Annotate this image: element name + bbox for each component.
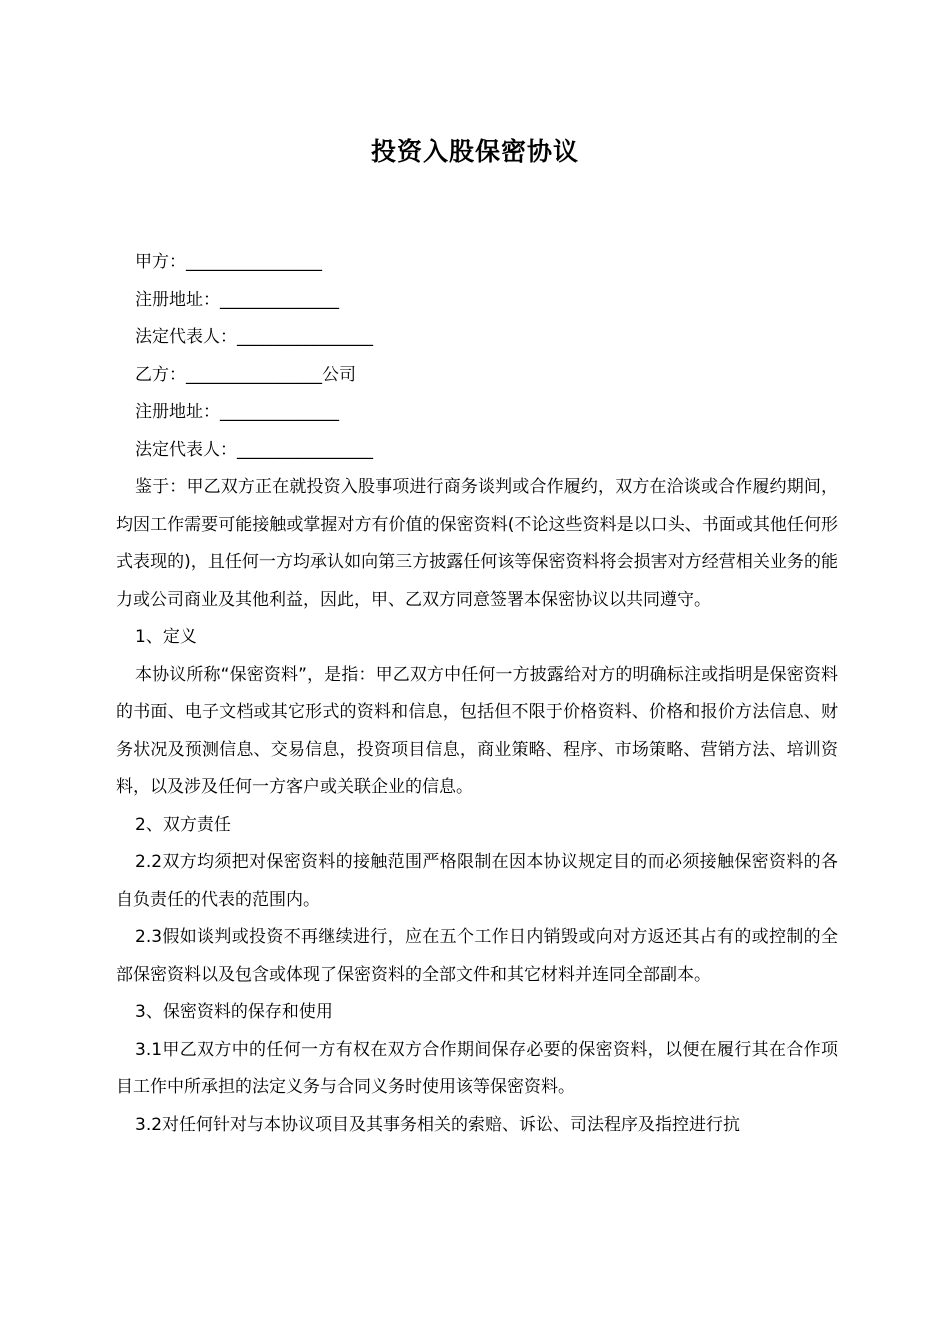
party-a-representative-field: 法定代表人：________________ xyxy=(135,327,373,347)
party-b-field: 乙方：________________公司 xyxy=(135,364,356,385)
preamble-paragraph: 鉴于：甲乙双方正在就投资入股事项进行商务谈判或合作履约，双方在洽谈或合作履约期间，均因工作需要可能接触或掌握对方有价值的保密资料(不论这些资料是以口头、书面或其他任何形式表现的)，且任何一方均承认如向第三方披露任何该等保密资料将会损害对方经营相关业务的能力或公司商业及其他利益，因此，甲、乙双方同意签署本保密协议以共同遵守。 xyxy=(116,477,838,610)
clause-2-2-paragraph: 2.2双方均须把对保密资料的接触范围严格限制在因本协议规定目的而必须接触保密资料的各自负责任的代表的范围内。 xyxy=(116,852,838,910)
party-fields xyxy=(135,244,373,469)
document-title: 投资入股保密协议 xyxy=(370,137,579,166)
clause-3-2-paragraph: 3.2对任何针对与本协议项目及其事务相关的索赔、诉讼、司法程序及指控进行抗 xyxy=(135,1114,741,1135)
party-a-address-field: 注册地址：______________ xyxy=(135,289,339,310)
section-1-paragraph: 本协议所称“保密资料”，是指：甲乙双方中任何一方披露给对方的明确标注或指明是保密资料的书面、电子文档或其它形式的资料和信息，包括但不限于价格资料、价格和报价方法信息、财务状况及预测信息、交易信息，投资项目信息，商业策略、程序、市场策略、营销方法、培训资料，以及涉及任何一方客户或关联企业的信息。 xyxy=(116,664,838,797)
section-3-heading: 3、保密资料的保存和使用 xyxy=(135,1002,333,1022)
agreement-body xyxy=(116,469,838,1144)
clause-3-1-paragraph: 3.1甲乙双方中的任何一方有权在双方合作期间保存必要的保密资料，以便在履行其在合作项目工作中所承担的法定义务与合同义务时使用该等保密资料。 xyxy=(116,1039,838,1097)
party-b-address-field: 注册地址：______________ xyxy=(135,402,339,422)
section-2-heading: 2、双方责任 xyxy=(135,814,231,835)
party-b-representative-field: 法定代表人：________________ xyxy=(135,439,373,460)
section-1-heading: 1、定义 xyxy=(135,627,197,647)
party-a-field: 甲方：________________ xyxy=(135,252,322,272)
clause-2-3-paragraph: 2.3假如谈判或投资不再继续进行，应在五个工作日内销毁或向对方返还其占有的或控制的全部保密资料以及包含或体现了保密资料的全部文件和其它材料并连同全部副本。 xyxy=(116,927,838,985)
